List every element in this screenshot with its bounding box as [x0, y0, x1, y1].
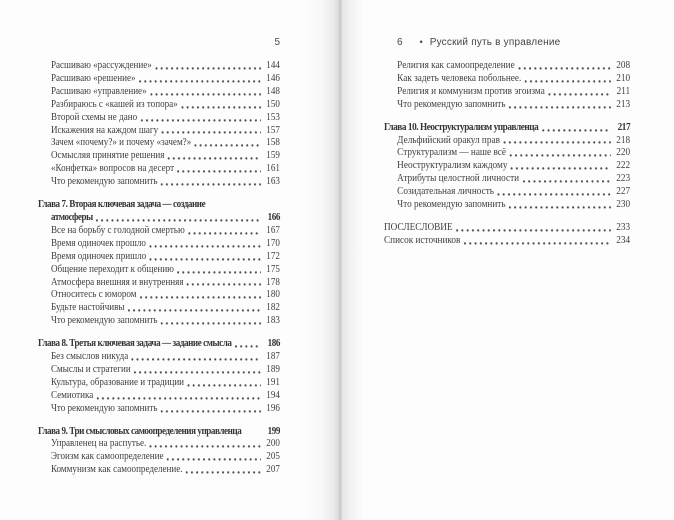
toc-row — [384, 73, 630, 86]
toc-entry-text: Без смыслов никуда — [50, 351, 129, 363]
toc-page-number: 157 — [266, 124, 280, 136]
toc-entry-text: Зачем «почему?» и почему «зачем?» — [50, 137, 192, 149]
dot-leader — [161, 322, 261, 325]
running-title: Русский путь в управление — [429, 37, 561, 48]
toc-page-number: 166 — [267, 211, 280, 223]
toc-page-number: 153 — [266, 111, 280, 123]
toc-row — [38, 176, 280, 189]
toc-entry-text: Что рекомендую запомнить — [50, 402, 158, 414]
toc-entry-text: Что рекомендую запомнить — [397, 98, 506, 110]
left-page-number: 5 — [274, 37, 280, 48]
toc-page-number: 158 — [266, 137, 280, 149]
dot-leader — [188, 232, 261, 235]
dot-leader — [456, 229, 611, 232]
dot-leader — [235, 345, 261, 348]
toc-row — [38, 403, 280, 416]
toc-entry-text: Расшиваю «управление» — [50, 85, 147, 97]
toc-page-number: 208 — [616, 60, 631, 71]
toc-row — [38, 390, 280, 403]
toc-entry-text: Осмысляя принятие решения — [50, 150, 165, 162]
toc-entry-text: Культура, образование и традиции — [50, 376, 185, 388]
toc-entry-text: Что рекомендую запомнить — [50, 315, 158, 327]
bullet-icon: • — [419, 37, 423, 47]
toc-row — [38, 426, 280, 439]
dot-leader — [96, 219, 261, 222]
dot-leader — [177, 271, 260, 274]
toc-page-number: 180 — [266, 289, 280, 301]
toc-page-number: 182 — [266, 302, 280, 314]
toc-page-number: 222 — [616, 160, 631, 172]
dot-leader — [150, 445, 261, 448]
toc-page-number: 196 — [266, 402, 280, 414]
toc-entry-text: Расшиваю «рассуждение» — [50, 60, 152, 71]
toc-page-number: 227 — [616, 186, 631, 198]
toc-page-number: 172 — [266, 250, 280, 262]
toc-page-number: 210 — [616, 72, 631, 84]
toc-entry-text: Время одиночек прошло — [50, 237, 146, 249]
toc-page-number: 223 — [616, 173, 631, 185]
toc-page-number: 186 — [267, 338, 280, 350]
toc-row — [38, 150, 280, 163]
toc-entry-text: Глава 9. Три смысловых самоопределения управленца — [38, 425, 242, 437]
toc-row — [38, 86, 280, 99]
dot-leader — [139, 80, 261, 83]
toc-entry-text: Дельфийский оракул прав — [397, 134, 500, 146]
dot-leader — [161, 183, 261, 186]
toc-row — [38, 289, 280, 302]
toc-entry-text: Эгоизм как самоопределение — [50, 451, 164, 463]
toc-row — [38, 377, 280, 390]
toc-page-number: 187 — [266, 351, 280, 363]
toc-page-number: 200 — [266, 438, 280, 450]
dot-leader — [155, 67, 261, 70]
left-page — [38, 36, 280, 477]
toc-entry-text: Религия и коммунизм против эгоизма — [397, 85, 545, 97]
toc-row — [38, 315, 280, 328]
toc-row — [38, 351, 280, 364]
toc-entry-text: Второй схемы не дано — [50, 111, 138, 123]
toc-row — [384, 222, 630, 235]
toc-page-number: 207 — [266, 464, 280, 476]
dot-leader — [162, 131, 261, 134]
toc-page-number: 217 — [617, 121, 631, 133]
toc-row — [38, 364, 280, 377]
toc-row — [384, 235, 630, 248]
toc-entry-text: Семиотика — [50, 389, 94, 401]
dot-leader — [187, 384, 260, 387]
toc-entry-text: Список источников — [384, 234, 461, 246]
toc-row — [384, 99, 630, 112]
toc-page-number: 163 — [266, 176, 280, 188]
toc-row — [38, 112, 280, 125]
toc-row — [38, 99, 280, 112]
dot-leader — [97, 397, 261, 400]
dot-leader — [132, 358, 261, 361]
toc-page-number: 146 — [266, 72, 280, 84]
dot-leader — [140, 296, 261, 299]
right-page — [384, 36, 630, 248]
toc-row — [38, 451, 280, 464]
toc-page-number: 220 — [616, 147, 631, 159]
toc-entry-text: Созидательная личность — [397, 186, 494, 198]
toc-page-number: 211 — [616, 85, 631, 97]
toc-row — [38, 199, 280, 212]
toc-entry-text: Искажения на каждом шагу — [50, 124, 159, 136]
toc-entry-text: Глава 8. Третья ключевая задача — задание смысла — [38, 338, 232, 350]
toc-row — [384, 86, 630, 99]
toc-row — [38, 302, 280, 315]
toc-page-number: 144 — [266, 60, 280, 71]
toc-entry-text: Как задеть человека побольнее. — [397, 72, 522, 84]
toc-page-number: 191 — [266, 376, 280, 388]
toc-row — [38, 338, 280, 351]
toc-entry-text: Глава 10. Неоструктурализм управленца — [384, 121, 539, 133]
dot-leader — [149, 245, 261, 248]
toc-entry-text: ПОСЛЕСЛОВИЕ — [384, 221, 453, 233]
toc-page-number: 230 — [616, 199, 631, 211]
dot-leader — [525, 80, 611, 83]
dot-leader — [542, 129, 611, 132]
toc-row — [384, 199, 630, 212]
toc-row — [38, 277, 280, 290]
toc-row — [38, 137, 280, 150]
toc-entry-text: Что рекомендую запомнить — [50, 176, 158, 188]
toc-entry-text: «Конфетка» вопросов на десерт — [50, 163, 175, 175]
toc-entry-text: Относитесь с юмором — [50, 289, 137, 301]
toc-left-column — [38, 60, 280, 477]
toc-entry-text: Расшиваю «решение» — [50, 72, 136, 84]
dot-leader — [161, 410, 261, 413]
toc-right-column — [384, 60, 630, 248]
toc-entry-text: Что рекомендую запомнить — [397, 199, 506, 211]
dot-leader — [509, 154, 610, 157]
toc-page-number: 150 — [266, 98, 280, 110]
toc-page-number: 178 — [266, 276, 280, 288]
toc-entry-text: Время одиночек пришло — [50, 250, 147, 262]
toc-entry-text: Коммунизм как самоопределение. — [50, 464, 183, 476]
dot-leader — [464, 242, 611, 245]
toc-row — [38, 438, 280, 451]
toc-page-number: 170 — [266, 237, 280, 249]
dot-leader — [195, 144, 261, 147]
dot-leader — [187, 283, 261, 286]
dot-leader — [141, 119, 261, 122]
page-gutter-shadow — [303, 0, 363, 520]
dot-leader — [186, 471, 261, 474]
toc-page-number: 175 — [266, 263, 280, 275]
dot-leader — [167, 458, 261, 461]
toc-page-number: 234 — [616, 234, 631, 246]
toc-page-number: 218 — [616, 134, 631, 146]
dot-leader — [548, 93, 610, 96]
dot-leader — [509, 106, 611, 109]
toc-row — [38, 225, 280, 238]
toc-entry-text: Атрибуты целостной личности — [397, 173, 520, 185]
toc-entry-text: Смыслы и стратегии — [50, 363, 131, 375]
toc-row — [38, 163, 280, 176]
toc-entry-text: Все на борьбу с голодной смертью — [50, 224, 185, 236]
toc-page-number: 213 — [616, 98, 631, 110]
dot-leader — [509, 206, 611, 209]
toc-row — [38, 464, 280, 477]
toc-page-number: 205 — [266, 451, 280, 463]
toc-page-number: 199 — [267, 425, 280, 437]
dot-leader — [150, 93, 261, 96]
toc-row — [38, 251, 280, 264]
toc-page-number: 194 — [266, 389, 280, 401]
running-head — [384, 36, 630, 49]
toc-entry-text: Будьте настойчивы — [50, 302, 125, 314]
dot-leader — [503, 141, 610, 144]
dot-leader — [523, 180, 611, 183]
toc-entry-text: Неоструктурализм каждому — [397, 160, 508, 172]
toc-entry-text: Религия как самоопределение — [397, 60, 515, 71]
toc-entry-text: Управленец на распутье. — [50, 438, 147, 450]
toc-row — [384, 186, 630, 199]
toc-row — [38, 60, 280, 73]
toc-entry-text: Глава 7. Вторая ключевая задача — создание — [38, 199, 206, 211]
toc-row — [384, 173, 630, 186]
toc-row — [384, 147, 630, 160]
toc-row — [38, 264, 280, 277]
toc-row — [384, 160, 630, 173]
toc-entry-text: Разбираюсь с «кашей из топора» — [50, 98, 178, 110]
dot-leader — [518, 67, 611, 70]
dot-leader — [511, 167, 611, 170]
toc-entry-text: Структурализм — наше всё — [397, 147, 506, 159]
dot-leader — [128, 309, 261, 312]
right-page-number: 6 — [397, 37, 403, 48]
toc-row — [384, 135, 630, 148]
toc-page-number: 183 — [266, 315, 280, 327]
dot-leader — [181, 106, 261, 109]
toc-entry-text: атмосферы — [50, 211, 93, 223]
toc-page-number: 148 — [266, 85, 280, 97]
toc-entry-text: Общение переходит к общению — [50, 263, 174, 275]
dot-leader — [178, 170, 261, 173]
toc-entry-text: Атмосфера внешняя и внутренняя — [50, 276, 184, 288]
toc-row — [38, 212, 280, 225]
toc-page-number: 167 — [266, 224, 280, 236]
toc-row — [38, 73, 280, 86]
toc-page-number: 189 — [266, 363, 280, 375]
toc-page-number: 233 — [616, 221, 631, 233]
toc-row — [384, 122, 630, 135]
dot-leader — [168, 157, 261, 160]
toc-row — [384, 60, 630, 73]
dot-leader — [134, 371, 261, 374]
toc-row — [38, 125, 280, 138]
dot-leader — [150, 258, 261, 261]
dot-leader — [497, 193, 610, 196]
toc-page-number: 159 — [266, 150, 280, 162]
toc-page-number: 161 — [266, 163, 280, 175]
toc-row — [38, 238, 280, 251]
